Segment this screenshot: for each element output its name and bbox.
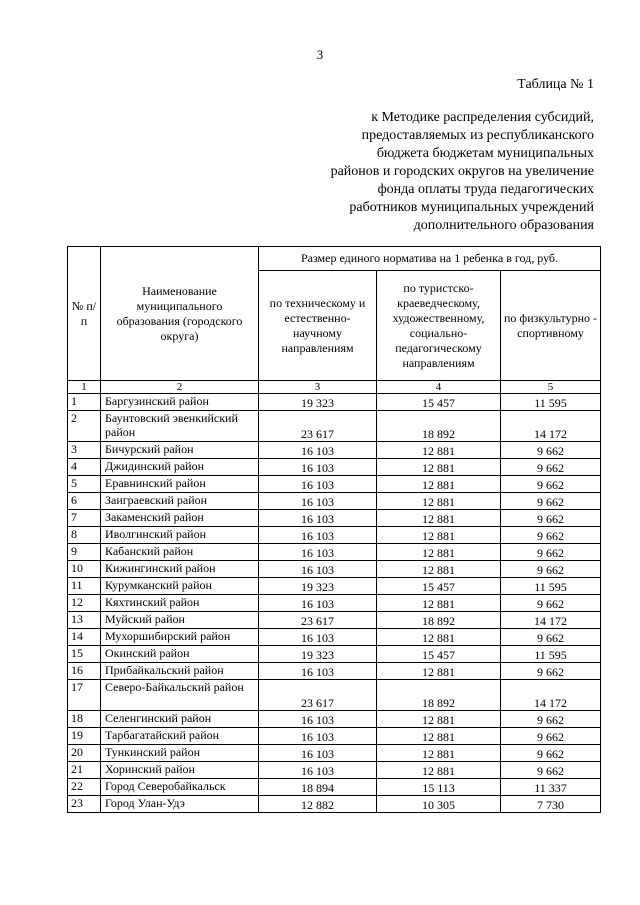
row-number-cell: 22 <box>68 779 101 796</box>
table-row <box>68 663 601 680</box>
technical-science-norm-cell: 23 617 <box>259 411 377 442</box>
sports-norm-cell: 11 595 <box>501 394 601 411</box>
appendix-line: работников муниципальных учреждений <box>349 200 594 215</box>
column-number: 5 <box>501 381 601 394</box>
table-row <box>68 745 601 762</box>
table-row <box>68 711 601 728</box>
technical-science-norm-cell: 16 103 <box>259 711 377 728</box>
sports-norm-cell: 9 662 <box>501 544 601 561</box>
appendix-line: бюджета бюджетам муниципальных <box>376 146 594 161</box>
tourism-arts-social-norm-cell: 12 881 <box>377 510 501 527</box>
municipality-name-cell: Иволгинский район <box>101 527 259 544</box>
appendix-line: фонда оплаты труда педагогических <box>377 182 594 197</box>
table-row <box>68 578 601 595</box>
tourism-arts-social-norm-cell: 15 457 <box>377 578 501 595</box>
technical-science-norm-cell: 16 103 <box>259 728 377 745</box>
technical-science-norm-cell: 16 103 <box>259 595 377 612</box>
tourism-arts-social-norm-cell: 12 881 <box>377 493 501 510</box>
appendix-reference <box>264 109 594 235</box>
tourism-arts-social-norm-cell: 18 892 <box>377 411 501 442</box>
appendix-line: к Методике распределения субсидий, <box>371 110 594 125</box>
technical-science-norm-cell: 16 103 <box>259 762 377 779</box>
technical-science-norm-cell: 16 103 <box>259 476 377 493</box>
municipality-name-cell: Заиграевский район <box>101 493 259 510</box>
municipality-name-cell: Селенгинский район <box>101 711 259 728</box>
technical-science-norm-cell: 19 323 <box>259 394 377 411</box>
row-number-cell: 9 <box>68 544 101 561</box>
header-municipality: Наименование муниципального образования (городского округа) <box>101 247 259 381</box>
technical-science-norm-cell: 16 103 <box>259 527 377 544</box>
sports-norm-cell: 9 662 <box>501 459 601 476</box>
header-number: № п/п <box>68 247 101 381</box>
municipality-name-cell: Закаменский район <box>101 510 259 527</box>
tourism-arts-social-norm-cell: 12 881 <box>377 442 501 459</box>
header-technical-science: по техническому и естественно-научному направлениям <box>259 271 377 381</box>
sports-norm-cell: 9 662 <box>501 493 601 510</box>
header-sports: по физкультурно - спортивному <box>501 271 601 381</box>
table-row <box>68 595 601 612</box>
table-row <box>68 796 601 813</box>
sports-norm-cell: 11 595 <box>501 578 601 595</box>
municipality-name-cell: Кижингинский район <box>101 561 259 578</box>
technical-science-norm-cell: 16 103 <box>259 745 377 762</box>
table-row <box>68 680 601 711</box>
header-norm-size: Размер единого норматива на 1 ребенка в год, руб. <box>259 247 601 271</box>
row-number-cell: 1 <box>68 394 101 411</box>
row-number-cell: 14 <box>68 629 101 646</box>
municipality-name-cell: Тункинский район <box>101 745 259 762</box>
sports-norm-cell: 9 662 <box>501 728 601 745</box>
municipality-name-cell: Тарбагатайский район <box>101 728 259 745</box>
municipality-name-cell: Курумканский район <box>101 578 259 595</box>
tourism-arts-social-norm-cell: 12 881 <box>377 745 501 762</box>
table-row <box>68 476 601 493</box>
tourism-arts-social-norm-cell: 12 881 <box>377 561 501 578</box>
municipality-name-cell: Город Северобайкальск <box>101 779 259 796</box>
municipality-name-cell: Город Улан-Удэ <box>101 796 259 813</box>
subsidy-norm-table <box>67 246 601 813</box>
sports-norm-cell: 9 662 <box>501 561 601 578</box>
sports-norm-cell: 14 172 <box>501 411 601 442</box>
table-row <box>68 612 601 629</box>
sports-norm-cell: 9 662 <box>501 745 601 762</box>
municipality-name-cell: Баунтовский эвенкийский район <box>101 411 259 442</box>
header-tourism-arts-social: по туристско-краеведческому, художественному, социально-педагогическому направлениям <box>377 271 501 381</box>
technical-science-norm-cell: 16 103 <box>259 510 377 527</box>
row-number-cell: 17 <box>68 680 101 711</box>
municipality-name-cell: Кяхтинский район <box>101 595 259 612</box>
municipality-name-cell: Северо-Байкальский район <box>101 680 259 711</box>
table-row <box>68 629 601 646</box>
tourism-arts-social-norm-cell: 18 892 <box>377 612 501 629</box>
row-number-cell: 19 <box>68 728 101 745</box>
row-number-cell: 3 <box>68 442 101 459</box>
tourism-arts-social-norm-cell: 12 881 <box>377 762 501 779</box>
table-body <box>68 394 601 813</box>
row-number-cell: 20 <box>68 745 101 762</box>
sports-norm-cell: 11 337 <box>501 779 601 796</box>
sports-norm-cell: 11 595 <box>501 646 601 663</box>
municipality-name-cell: Кабанский район <box>101 544 259 561</box>
row-number-cell: 16 <box>68 663 101 680</box>
table-title: Таблица № 1 <box>517 77 594 92</box>
technical-science-norm-cell: 16 103 <box>259 663 377 680</box>
sports-norm-cell: 9 662 <box>501 527 601 544</box>
row-number-cell: 4 <box>68 459 101 476</box>
technical-science-norm-cell: 16 103 <box>259 544 377 561</box>
column-number: 3 <box>259 381 377 394</box>
sports-norm-cell: 9 662 <box>501 629 601 646</box>
technical-science-norm-cell: 23 617 <box>259 612 377 629</box>
technical-science-norm-cell: 16 103 <box>259 459 377 476</box>
table-row <box>68 527 601 544</box>
technical-science-norm-cell: 18 894 <box>259 779 377 796</box>
appendix-line: дополнительного образования <box>413 218 594 233</box>
municipality-name-cell: Хоринский район <box>101 762 259 779</box>
tourism-arts-social-norm-cell: 15 457 <box>377 646 501 663</box>
tourism-arts-social-norm-cell: 12 881 <box>377 527 501 544</box>
tourism-arts-social-norm-cell: 12 881 <box>377 544 501 561</box>
appendix-line: районов и городских округов на увеличение <box>330 164 594 179</box>
tourism-arts-social-norm-cell: 12 881 <box>377 629 501 646</box>
table-row <box>68 779 601 796</box>
sports-norm-cell: 9 662 <box>501 711 601 728</box>
tourism-arts-social-norm-cell: 15 113 <box>377 779 501 796</box>
row-number-cell: 2 <box>68 411 101 442</box>
tourism-arts-social-norm-cell: 12 881 <box>377 459 501 476</box>
sports-norm-cell: 9 662 <box>501 762 601 779</box>
table-row <box>68 544 601 561</box>
municipality-name-cell: Муйский район <box>101 612 259 629</box>
municipality-name-cell: Баргузинский район <box>101 394 259 411</box>
column-number: 4 <box>377 381 501 394</box>
sports-norm-cell: 9 662 <box>501 476 601 493</box>
sports-norm-cell: 7 730 <box>501 796 601 813</box>
technical-science-norm-cell: 23 617 <box>259 680 377 711</box>
tourism-arts-social-norm-cell: 10 305 <box>377 796 501 813</box>
row-number-cell: 12 <box>68 595 101 612</box>
row-number-cell: 13 <box>68 612 101 629</box>
technical-science-norm-cell: 19 323 <box>259 646 377 663</box>
sports-norm-cell: 14 172 <box>501 680 601 711</box>
table-row <box>68 493 601 510</box>
table-row <box>68 561 601 578</box>
column-number: 1 <box>68 381 101 394</box>
municipality-name-cell: Окинский район <box>101 646 259 663</box>
row-number-cell: 15 <box>68 646 101 663</box>
sports-norm-cell: 9 662 <box>501 663 601 680</box>
row-number-cell: 8 <box>68 527 101 544</box>
table-row <box>68 442 601 459</box>
tourism-arts-social-norm-cell: 12 881 <box>377 663 501 680</box>
technical-science-norm-cell: 16 103 <box>259 493 377 510</box>
table-row <box>68 459 601 476</box>
sports-norm-cell: 9 662 <box>501 595 601 612</box>
row-number-cell: 10 <box>68 561 101 578</box>
tourism-arts-social-norm-cell: 12 881 <box>377 711 501 728</box>
row-number-cell: 21 <box>68 762 101 779</box>
table-row <box>68 510 601 527</box>
appendix-line: предоставляемых из республиканского <box>361 128 594 143</box>
technical-science-norm-cell: 16 103 <box>259 442 377 459</box>
table-row <box>68 646 601 663</box>
row-number-cell: 6 <box>68 493 101 510</box>
tourism-arts-social-norm-cell: 18 892 <box>377 680 501 711</box>
column-number-row <box>68 381 601 394</box>
technical-science-norm-cell: 16 103 <box>259 561 377 578</box>
municipality-name-cell: Джидинский район <box>101 459 259 476</box>
row-number-cell: 5 <box>68 476 101 493</box>
municipality-name-cell: Еравнинский район <box>101 476 259 493</box>
technical-science-norm-cell: 16 103 <box>259 629 377 646</box>
sports-norm-cell: 9 662 <box>501 442 601 459</box>
municipality-name-cell: Мухоршибирский район <box>101 629 259 646</box>
row-number-cell: 7 <box>68 510 101 527</box>
table-row <box>68 728 601 745</box>
table-row <box>68 394 601 411</box>
row-number-cell: 11 <box>68 578 101 595</box>
sports-norm-cell: 14 172 <box>501 612 601 629</box>
sports-norm-cell: 9 662 <box>501 510 601 527</box>
table-row <box>68 762 601 779</box>
tourism-arts-social-norm-cell: 15 457 <box>377 394 501 411</box>
row-number-cell: 18 <box>68 711 101 728</box>
tourism-arts-social-norm-cell: 12 881 <box>377 476 501 493</box>
page-number: 3 <box>316 47 324 62</box>
column-number: 2 <box>101 381 259 394</box>
tourism-arts-social-norm-cell: 12 881 <box>377 595 501 612</box>
tourism-arts-social-norm-cell: 12 881 <box>377 728 501 745</box>
technical-science-norm-cell: 19 323 <box>259 578 377 595</box>
municipality-name-cell: Бичурский район <box>101 442 259 459</box>
row-number-cell: 23 <box>68 796 101 813</box>
technical-science-norm-cell: 12 882 <box>259 796 377 813</box>
municipality-name-cell: Прибайкальский район <box>101 663 259 680</box>
table-row <box>68 411 601 442</box>
